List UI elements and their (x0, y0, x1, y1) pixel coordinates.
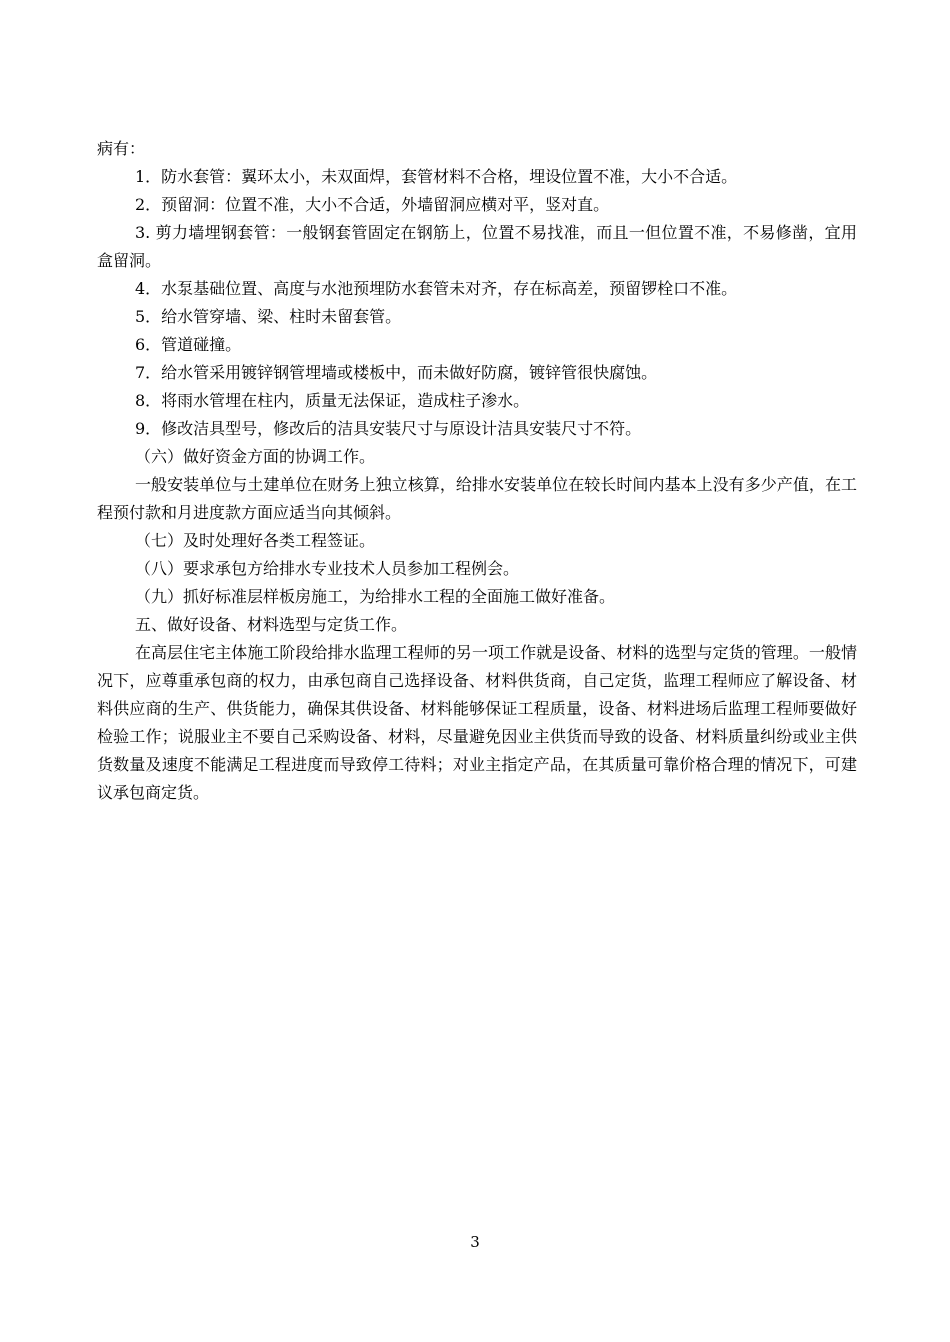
list-item: 1．防水套管：翼环太小，未双面焊，套管材料不合格，埋设位置不准，大小不合适。 (135, 167, 738, 186)
page-number: 3 (470, 1233, 480, 1251)
part-heading: 五、做好设备、材料选型与定货工作。 (135, 615, 408, 634)
list-item: 7．给水管采用镀锌钢管埋墙或楼板中，而未做好防腐，镀锌管很快腐蚀。 (135, 363, 658, 382)
list-item: 3. 剪力墙埋钢套管：一般钢套管固定在钢筋上，位置不易找准，而且一但位置不准，不易修凿，宜用盒留洞。 (97, 223, 857, 270)
list-item: 4．水泵基础位置、高度与水池预埋防水套管未对齐，存在标高差，预留锣栓口不准。 (135, 279, 738, 298)
section-heading: （九）抓好标准层样板房施工，为给排水工程的全面施工做好准备。 (135, 587, 616, 606)
section-paragraph: 在高层住宅主体施工阶段给排水监理工程师的另一项工作就是设备、材料的选型与定货的管理。一般情况下，应尊重承包商的权力，由承包商自己选择设备、材料供货商，自己定货，监理工程师应了解设备、材料供应商的生产、供货能力，确保其供设备、材料能够保证工程质量，设备、材料进场后监理工程师要做好检验工作；说服业主不要自己采购设备、材料，尽量避免因业主供货而导致的设备、材料质量纠纷或业主供货数量及速度不能满足工程进度而导致停工待料；对业主指定产品，在其质量可靠价格合理的情况下，可建议承包商定货。 (97, 643, 857, 802)
list-item: 2．预留洞：位置不准，大小不合适，外墙留洞应横对平，竖对直。 (135, 195, 610, 214)
section-heading: （六）做好资金方面的协调工作。 (135, 447, 376, 466)
section-heading: （八）要求承包方给排水专业技术人员参加工程例会。 (135, 559, 520, 578)
list-item: 9．修改洁具型号，修改后的洁具安装尺寸与原设计洁具安装尺寸不符。 (135, 419, 642, 438)
list-item: 8．将雨水管埋在柱内，质量无法保证，造成柱子渗水。 (135, 391, 530, 410)
section-heading: （七）及时处理好各类工程签证。 (135, 531, 376, 550)
list-item: 6．管道碰撞。 (135, 335, 242, 354)
list-item: 5．给水管穿墙、梁、柱时未留套管。 (135, 307, 402, 326)
section-paragraph: 一般安装单位与土建单位在财务上独立核算，给排水安装单位在较长时间内基本上没有多少产值，在工程预付款和月进度款方面应适当向其倾斜。 (97, 475, 857, 522)
document-body (97, 135, 857, 807)
opening-line: 病有： (97, 139, 146, 158)
